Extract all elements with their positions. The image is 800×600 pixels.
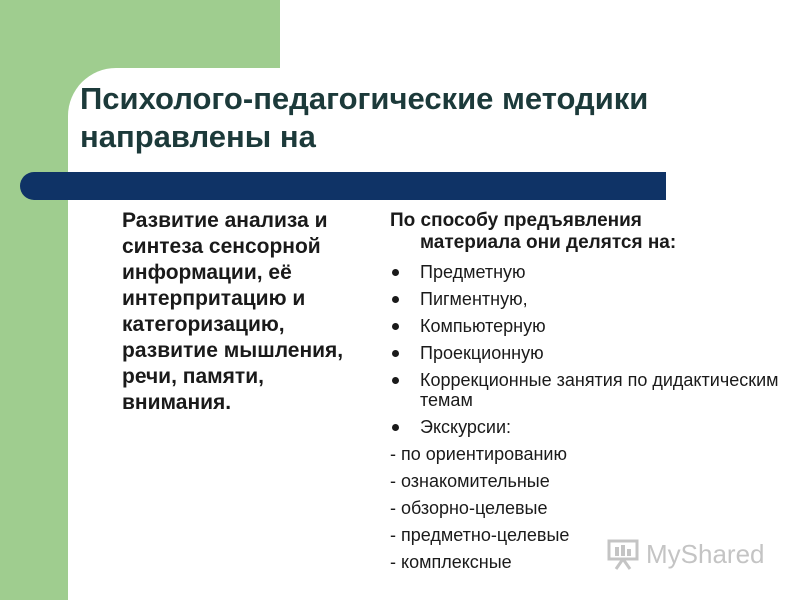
title-underline-bar xyxy=(20,172,666,200)
list-item: Компьютерную xyxy=(390,316,790,336)
intro-line-1: По способу предъявления xyxy=(390,210,642,231)
bullet-icon xyxy=(392,269,399,276)
list-item: - ознакомительные xyxy=(390,471,550,491)
bullet-icon xyxy=(392,377,399,384)
list-item: - комплексные xyxy=(390,552,512,572)
list-item: Экскурсии: xyxy=(390,417,790,437)
bullet-list xyxy=(390,262,790,437)
slide-title: Психолого-педагогические методики направлены на xyxy=(80,81,649,154)
list-item: Пигментную, xyxy=(390,289,790,309)
list-item: - по ориентированию xyxy=(390,444,567,464)
bullet-icon xyxy=(392,424,399,431)
watermark xyxy=(606,538,765,570)
bullet-icon xyxy=(392,296,399,303)
intro-text xyxy=(390,210,790,254)
list-item: - обзорно-целевые xyxy=(390,498,548,518)
intro-line-2: материала они делятся на: xyxy=(420,232,677,253)
left-column-text: Развитие анализа и синтеза сенсорной информации, её интерпритацию и категоризацию, развитие мышления, речи, памяти, внимания. xyxy=(122,209,344,414)
decorative-green-strip xyxy=(0,0,68,600)
watermark-text: MyShared xyxy=(646,538,765,569)
list-item: Проекционную xyxy=(390,343,790,363)
list-item: Предметную xyxy=(390,262,790,282)
presentation-board-icon xyxy=(606,538,640,570)
list-item: - предметно-целевые xyxy=(390,525,570,545)
bullet-icon xyxy=(392,323,399,330)
right-column xyxy=(390,210,790,579)
list-item: Коррекционные занятия по дидактическим темам xyxy=(390,370,790,410)
bullet-icon xyxy=(392,350,399,357)
